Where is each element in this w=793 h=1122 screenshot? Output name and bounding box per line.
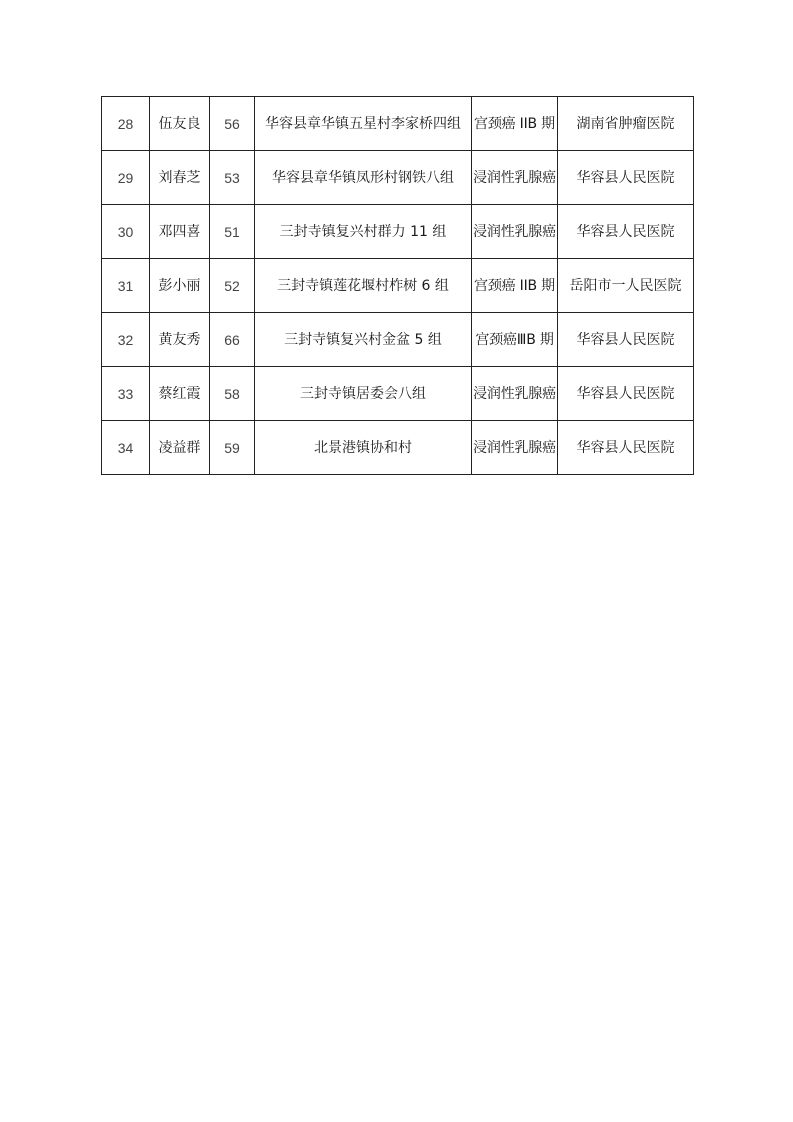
patient-age: 51 [210,205,255,259]
diagnosis: 浸润性乳腺癌 [472,367,558,421]
patient-address: 北景港镇协和村 [255,421,472,475]
patient-age: 59 [210,421,255,475]
table-row [102,205,694,259]
patient-age: 53 [210,151,255,205]
hospital: 华容县人民医院 [558,421,694,475]
table-row [102,313,694,367]
diagnosis: 宫颈癌ⅢB 期 [472,313,558,367]
row-number: 34 [102,421,150,475]
hospital: 岳阳市一人民医院 [558,259,694,313]
patient-name: 凌益群 [150,421,210,475]
diagnosis: 浸润性乳腺癌 [472,205,558,259]
patient-name: 刘春芝 [150,151,210,205]
patient-name: 蔡红霞 [150,367,210,421]
patient-name: 伍友良 [150,97,210,151]
hospital: 华容县人民医院 [558,205,694,259]
hospital: 华容县人民医院 [558,313,694,367]
table-row [102,421,694,475]
diagnosis: 浸润性乳腺癌 [472,151,558,205]
patient-name: 黄友秀 [150,313,210,367]
hospital: 湖南省肿瘤医院 [558,97,694,151]
patient-address: 华容县章华镇凤形村钢铁八组 [255,151,472,205]
diagnosis: 宫颈癌 IIB 期 [472,97,558,151]
row-number: 32 [102,313,150,367]
patient-name: 邓四喜 [150,205,210,259]
patient-address: 三封寺镇复兴村群力 11 组 [255,205,472,259]
patient-address: 三封寺镇复兴村金盆 5 组 [255,313,472,367]
diagnosis: 浸润性乳腺癌 [472,421,558,475]
patient-address: 三封寺镇莲花堰村柞树 6 组 [255,259,472,313]
patient-age: 58 [210,367,255,421]
diagnosis: 宫颈癌 IIB 期 [472,259,558,313]
table-row [102,259,694,313]
table-row [102,97,694,151]
patient-table [101,96,694,475]
patient-address: 三封寺镇居委会八组 [255,367,472,421]
patient-age: 66 [210,313,255,367]
hospital: 华容县人民医院 [558,151,694,205]
row-number: 30 [102,205,150,259]
row-number: 29 [102,151,150,205]
patient-name: 彭小丽 [150,259,210,313]
table-row [102,367,694,421]
row-number: 31 [102,259,150,313]
row-number: 33 [102,367,150,421]
row-number: 28 [102,97,150,151]
table-row [102,151,694,205]
patient-address: 华容县章华镇五星村李家桥四组 [255,97,472,151]
patient-age: 52 [210,259,255,313]
hospital: 华容县人民医院 [558,367,694,421]
patient-age: 56 [210,97,255,151]
